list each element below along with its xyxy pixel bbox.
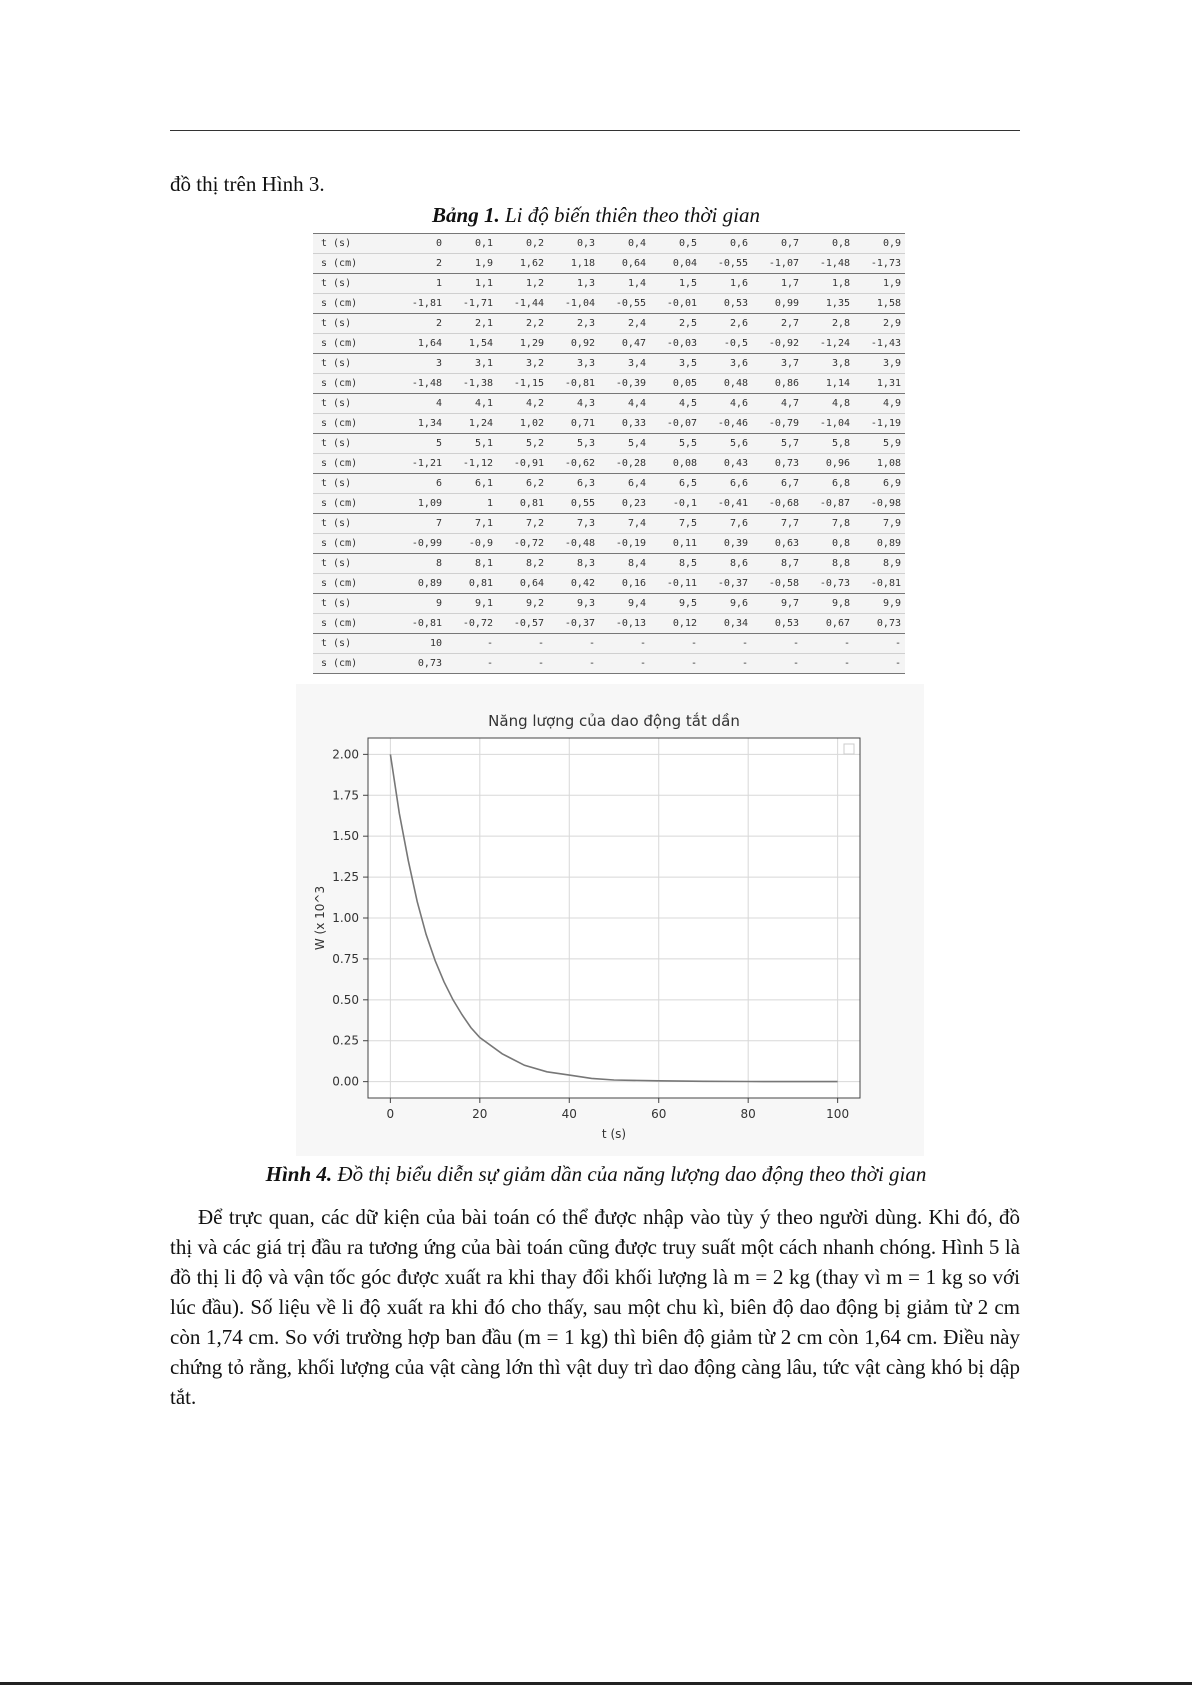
table-cell: -0,37 — [701, 574, 752, 594]
table-cell: 0,12 — [650, 614, 701, 634]
y-tick-label: 1.50 — [332, 829, 359, 844]
table-cell: 0,86 — [752, 374, 803, 394]
table-cell: 1,6 — [701, 274, 752, 294]
table-cell: 7 — [395, 514, 446, 534]
row-label: t (s) — [313, 314, 395, 334]
table-cell: 0,73 — [395, 654, 446, 674]
y-axis-label: W (x 10^3 — [313, 885, 327, 951]
x-tick-label: 100 — [826, 1107, 850, 1121]
table-cell: -1,04 — [803, 414, 854, 434]
table-cell: 0,53 — [701, 294, 752, 314]
table-cell: 5,5 — [650, 434, 701, 454]
table-cell: - — [752, 654, 803, 674]
chart-title: Năng lượng của dao động tắt dần — [488, 712, 740, 730]
table-cell: 3,5 — [650, 354, 701, 374]
table-cell: - — [548, 654, 599, 674]
table-cell: 8 — [395, 554, 446, 574]
table-cell: -0,87 — [803, 494, 854, 514]
table-cell: -0,55 — [599, 294, 650, 314]
table-cell: 0,48 — [701, 374, 752, 394]
table-cell: 2,5 — [650, 314, 701, 334]
table-cell: -1,38 — [446, 374, 497, 394]
table-cell: 1,02 — [497, 414, 548, 434]
table-cell: 0,11 — [650, 534, 701, 554]
table-cell: 0,3 — [548, 234, 599, 254]
table-cell: 1 — [395, 274, 446, 294]
table-cell: 3,7 — [752, 354, 803, 374]
table-cell: 2,2 — [497, 314, 548, 334]
table-cell: 0,73 — [854, 614, 905, 634]
table-cell: 1,9 — [446, 254, 497, 274]
table-cell: 2,9 — [854, 314, 905, 334]
table-cell: 6,5 — [650, 474, 701, 494]
table-cell: 8,3 — [548, 554, 599, 574]
displacement-row — [313, 654, 905, 674]
displacement-row — [313, 614, 905, 634]
time-row — [313, 354, 905, 374]
displacement-row — [313, 534, 905, 554]
table-cell: 6,7 — [752, 474, 803, 494]
table-cell: 1,5 — [650, 274, 701, 294]
table-cell: -1,04 — [548, 294, 599, 314]
table-cell: - — [752, 634, 803, 654]
table-cell: 6,1 — [446, 474, 497, 494]
time-row — [313, 274, 905, 294]
table-cell: 9,2 — [497, 594, 548, 614]
table-cell: 2,3 — [548, 314, 599, 334]
time-row — [313, 594, 905, 614]
time-row — [313, 474, 905, 494]
table-cell: -1,43 — [854, 334, 905, 354]
table-cell: 4,9 — [854, 394, 905, 414]
row-label: s (cm) — [313, 374, 395, 394]
header-rule — [170, 130, 1020, 131]
table-cell: -0,39 — [599, 374, 650, 394]
table-cell: -0,07 — [650, 414, 701, 434]
table-cell: 0,55 — [548, 494, 599, 514]
table-cell: 3,4 — [599, 354, 650, 374]
table-cell: 8,1 — [446, 554, 497, 574]
table-cell: -1,73 — [854, 254, 905, 274]
table-cell: -0,92 — [752, 334, 803, 354]
table-cell: 5,9 — [854, 434, 905, 454]
table-cell: 0,47 — [599, 334, 650, 354]
displacement-table — [313, 233, 905, 674]
table-cell: 4,3 — [548, 394, 599, 414]
x-tick-label: 40 — [561, 1107, 577, 1121]
y-tick-label: 0.00 — [332, 1074, 359, 1089]
table-cell: -0,46 — [701, 414, 752, 434]
table-cell: -0,01 — [650, 294, 701, 314]
table-caption-text: Li độ biến thiên theo thời gian — [499, 203, 760, 227]
table-cell: 1,08 — [854, 454, 905, 474]
table-cell: 1,4 — [599, 274, 650, 294]
table-cell: 5 — [395, 434, 446, 454]
table-cell: 3,2 — [497, 354, 548, 374]
table-cell: -0,19 — [599, 534, 650, 554]
table-caption — [0, 203, 1192, 228]
table-cell: 0,73 — [752, 454, 803, 474]
table-cell: 7,8 — [803, 514, 854, 534]
table-cell: 1,54 — [446, 334, 497, 354]
table-cell: 0,7 — [752, 234, 803, 254]
displacement-row — [313, 374, 905, 394]
displacement-row — [313, 414, 905, 434]
table-cell: 1,09 — [395, 494, 446, 514]
table-cell: 0,34 — [701, 614, 752, 634]
row-label: s (cm) — [313, 654, 395, 674]
table-cell: 5,7 — [752, 434, 803, 454]
row-label: s (cm) — [313, 414, 395, 434]
table-cell: 1 — [446, 494, 497, 514]
table-cell: 2,4 — [599, 314, 650, 334]
table-cell: 2,6 — [701, 314, 752, 334]
table-cell: 4,2 — [497, 394, 548, 414]
table-cell: 0,96 — [803, 454, 854, 474]
time-row — [313, 634, 905, 654]
table-cell: - — [446, 654, 497, 674]
row-label: s (cm) — [313, 494, 395, 514]
table-cell: 1,14 — [803, 374, 854, 394]
table-cell: 5,4 — [599, 434, 650, 454]
table-cell: 8,7 — [752, 554, 803, 574]
table-cell: 6,9 — [854, 474, 905, 494]
energy-figure — [296, 684, 924, 1156]
table-cell: -0,37 — [548, 614, 599, 634]
table-cell: 5,6 — [701, 434, 752, 454]
x-tick-label: 0 — [386, 1107, 395, 1121]
table-cell: 8,6 — [701, 554, 752, 574]
table-cell: - — [599, 654, 650, 674]
table-cell: 0,71 — [548, 414, 599, 434]
table-caption-label: Bảng 1. — [432, 203, 500, 227]
row-label: t (s) — [313, 474, 395, 494]
x-tick-label: 20 — [472, 1107, 488, 1121]
table-cell: 0,33 — [599, 414, 650, 434]
table-cell: 0,1 — [446, 234, 497, 254]
table-cell: - — [803, 654, 854, 674]
table-cell: -0,11 — [650, 574, 701, 594]
table-cell: -1,07 — [752, 254, 803, 274]
body-paragraph: Để trực quan, các dữ kiện của bài toán có thể được nhập vào tùy ý theo người dùng. Khi đó, đồ thị và các giá trị đầu ra tương ứng của bài toán cũng được truy suất một cách nhanh chóng. Hình 5 là đồ thị li độ và vận tốc góc được xuất ra khi thay đổi khối lượng là m = 2 kg (thay vì m = 1 kg so với lúc đầu). Số liệu về li độ xuất ra khi đó cho thấy, sau một chu kì, biên độ dao động bị giảm từ 2 cm còn 1,74 cm. So với trường hợp ban đầu (m = 1 kg) thì biên độ giảm từ 2 cm còn 1,64 cm. Điều này chứng tỏ rằng, khối lượng của vật càng lớn thì vật duy trì dao động càng lâu, tức vật càng khó bị dập tắt. — [170, 1205, 1020, 1409]
figure-caption-label: Hình 4. — [265, 1162, 333, 1186]
table-cell: -1,48 — [803, 254, 854, 274]
displacement-row — [313, 254, 905, 274]
table-cell: -1,81 — [395, 294, 446, 314]
displacement-row — [313, 574, 905, 594]
table-cell: 2,8 — [803, 314, 854, 334]
table-cell: 0,81 — [446, 574, 497, 594]
table-cell: 8,8 — [803, 554, 854, 574]
row-label: t (s) — [313, 394, 395, 414]
table-cell: 3,3 — [548, 354, 599, 374]
table-cell: 6,4 — [599, 474, 650, 494]
y-tick-label: 0.25 — [332, 1033, 359, 1048]
table-cell: 6,2 — [497, 474, 548, 494]
table-cell: -0,81 — [395, 614, 446, 634]
table-cell: 0,9 — [854, 234, 905, 254]
table-cell: -0,68 — [752, 494, 803, 514]
table-cell: 0,89 — [854, 534, 905, 554]
table-cell: - — [650, 654, 701, 674]
energy-chart — [296, 684, 924, 1156]
table-cell: 8,4 — [599, 554, 650, 574]
table-cell: 1,8 — [803, 274, 854, 294]
time-row — [313, 554, 905, 574]
table-cell: 3,1 — [446, 354, 497, 374]
table-cell: -1,12 — [446, 454, 497, 474]
table-cell: 6,3 — [548, 474, 599, 494]
table-cell: -0,55 — [701, 254, 752, 274]
table-cell: -0,28 — [599, 454, 650, 474]
table-cell: 0,08 — [650, 454, 701, 474]
table-cell: 0,81 — [497, 494, 548, 514]
table-cell: 7,9 — [854, 514, 905, 534]
table-cell: 6 — [395, 474, 446, 494]
row-label: s (cm) — [313, 294, 395, 314]
table-cell: -0,57 — [497, 614, 548, 634]
table-cell: -1,19 — [854, 414, 905, 434]
table-cell: 9,9 — [854, 594, 905, 614]
table-cell: 7,2 — [497, 514, 548, 534]
row-label: s (cm) — [313, 534, 395, 554]
table-cell: 8,5 — [650, 554, 701, 574]
displacement-row — [313, 334, 905, 354]
y-tick-label: 1.75 — [332, 788, 359, 803]
table-cell: 1,62 — [497, 254, 548, 274]
row-label: s (cm) — [313, 614, 395, 634]
table-cell: 4,1 — [446, 394, 497, 414]
table-cell: 4,4 — [599, 394, 650, 414]
table-cell: -0,98 — [854, 494, 905, 514]
table-cell: -1,24 — [803, 334, 854, 354]
table-cell: 1,9 — [854, 274, 905, 294]
table-cell: -0,73 — [803, 574, 854, 594]
table-cell: -1,48 — [395, 374, 446, 394]
table-cell: 1,24 — [446, 414, 497, 434]
table-cell: 8,9 — [854, 554, 905, 574]
table-cell: 9,7 — [752, 594, 803, 614]
table-cell: -0,91 — [497, 454, 548, 474]
table-cell: 1,3 — [548, 274, 599, 294]
x-tick-label: 80 — [740, 1107, 756, 1121]
table-cell: -0,72 — [497, 534, 548, 554]
table-cell: -1,15 — [497, 374, 548, 394]
table-cell: 5,3 — [548, 434, 599, 454]
table-cell: 1,35 — [803, 294, 854, 314]
table-cell: - — [854, 654, 905, 674]
displacement-row — [313, 454, 905, 474]
table-cell: -0,72 — [446, 614, 497, 634]
table-cell: 8,2 — [497, 554, 548, 574]
table-cell: 3,8 — [803, 354, 854, 374]
row-label: t (s) — [313, 554, 395, 574]
x-axis-label: t (s) — [601, 1127, 627, 1141]
table-cell: 3,9 — [854, 354, 905, 374]
table-cell: 5,8 — [803, 434, 854, 454]
table-cell: 0,05 — [650, 374, 701, 394]
table-cell: 7,5 — [650, 514, 701, 534]
row-label: t (s) — [313, 434, 395, 454]
table-cell: 7,7 — [752, 514, 803, 534]
table-cell: 1,64 — [395, 334, 446, 354]
table-cell: 1,1 — [446, 274, 497, 294]
displacement-row — [313, 494, 905, 514]
row-label: t (s) — [313, 594, 395, 614]
table-cell: -1,71 — [446, 294, 497, 314]
row-label: t (s) — [313, 634, 395, 654]
figure-caption-text: Đồ thị biểu diễn sự giảm dần của năng lượng dao động theo thời gian — [332, 1162, 927, 1186]
table-cell: -0,9 — [446, 534, 497, 554]
row-label: s (cm) — [313, 254, 395, 274]
table-cell: 10 — [395, 634, 446, 654]
table-cell: 9,5 — [650, 594, 701, 614]
row-label: t (s) — [313, 274, 395, 294]
table-cell: - — [701, 634, 752, 654]
table-cell: 0,6 — [701, 234, 752, 254]
table-cell: 9,4 — [599, 594, 650, 614]
table-cell: -0,62 — [548, 454, 599, 474]
table-cell: 4,6 — [701, 394, 752, 414]
table-cell: 7,4 — [599, 514, 650, 534]
table-cell: -1,44 — [497, 294, 548, 314]
lead-text: đồ thị trên Hình 3. — [170, 172, 325, 196]
table-cell: 0,2 — [497, 234, 548, 254]
time-row — [313, 234, 905, 254]
table-cell: 0,8 — [803, 534, 854, 554]
displacement-row — [313, 294, 905, 314]
table-cell: 9,6 — [701, 594, 752, 614]
table-cell: 0,39 — [701, 534, 752, 554]
table-cell: - — [701, 654, 752, 674]
table-cell: 1,7 — [752, 274, 803, 294]
time-row — [313, 434, 905, 454]
table-cell: 0,04 — [650, 254, 701, 274]
table-cell: 4,5 — [650, 394, 701, 414]
table-cell: -0,48 — [548, 534, 599, 554]
table-cell: 0,89 — [395, 574, 446, 594]
table-cell: 6,6 — [701, 474, 752, 494]
table-cell: -0,13 — [599, 614, 650, 634]
table-cell: 2 — [395, 254, 446, 274]
table-cell: 1,58 — [854, 294, 905, 314]
table-cell: -0,03 — [650, 334, 701, 354]
table-cell: 7,3 — [548, 514, 599, 534]
table-cell: -0,99 — [395, 534, 446, 554]
table-cell: 9,8 — [803, 594, 854, 614]
table-cell: 2 — [395, 314, 446, 334]
table-cell: 6,8 — [803, 474, 854, 494]
table-cell: -0,41 — [701, 494, 752, 514]
table-cell: 1,29 — [497, 334, 548, 354]
table-cell: 7,6 — [701, 514, 752, 534]
y-tick-label: 2.00 — [332, 747, 359, 762]
table-cell: 9,3 — [548, 594, 599, 614]
table-cell: -0,81 — [548, 374, 599, 394]
time-row — [313, 394, 905, 414]
table-cell: 4,8 — [803, 394, 854, 414]
table-cell: 0,16 — [599, 574, 650, 594]
table-cell: 5,2 — [497, 434, 548, 454]
row-label: s (cm) — [313, 574, 395, 594]
table-cell: 7,1 — [446, 514, 497, 534]
table-cell: 1,2 — [497, 274, 548, 294]
table-cell: 9 — [395, 594, 446, 614]
table-cell: -0,5 — [701, 334, 752, 354]
table-cell: 0,67 — [803, 614, 854, 634]
row-label: s (cm) — [313, 334, 395, 354]
table-cell: 2,1 — [446, 314, 497, 334]
table-cell: -1,21 — [395, 454, 446, 474]
table-cell: -0,81 — [854, 574, 905, 594]
table-cell: - — [497, 654, 548, 674]
table-cell: 0,64 — [497, 574, 548, 594]
table-cell: 4 — [395, 394, 446, 414]
y-tick-label: 1.00 — [332, 911, 359, 925]
table-cell: 1,34 — [395, 414, 446, 434]
row-label: s (cm) — [313, 454, 395, 474]
table-cell: - — [599, 634, 650, 654]
row-label: t (s) — [313, 514, 395, 534]
row-label: t (s) — [313, 234, 395, 254]
table-cell: 3 — [395, 354, 446, 374]
table-cell: -0,1 — [650, 494, 701, 514]
table-cell: -0,79 — [752, 414, 803, 434]
y-tick-label: 0.50 — [332, 992, 359, 1007]
table-cell: 5,1 — [446, 434, 497, 454]
time-row — [313, 314, 905, 334]
table-cell: 0,42 — [548, 574, 599, 594]
table-cell: - — [548, 634, 599, 654]
table-cell: 0,4 — [599, 234, 650, 254]
table-cell: 0,43 — [701, 454, 752, 474]
table-cell: 0,8 — [803, 234, 854, 254]
figure-caption — [0, 1162, 1192, 1187]
table-cell: 0,53 — [752, 614, 803, 634]
y-tick-label: 1.25 — [332, 870, 359, 885]
x-tick-label: 60 — [651, 1107, 667, 1121]
time-row — [313, 514, 905, 534]
table-cell: - — [650, 634, 701, 654]
table-cell: 0,92 — [548, 334, 599, 354]
table-cell: 1,18 — [548, 254, 599, 274]
table-cell: 0,23 — [599, 494, 650, 514]
table-cell: 3,6 — [701, 354, 752, 374]
table-cell: -0,58 — [752, 574, 803, 594]
table-cell: 0,63 — [752, 534, 803, 554]
legend-box — [844, 744, 854, 754]
table-cell: 0 — [395, 234, 446, 254]
table-cell: 0,99 — [752, 294, 803, 314]
table-cell: 0,64 — [599, 254, 650, 274]
table-cell: - — [446, 634, 497, 654]
table-cell: 1,31 — [854, 374, 905, 394]
table-cell: - — [497, 634, 548, 654]
y-tick-label: 0.75 — [332, 951, 359, 966]
row-label: t (s) — [313, 354, 395, 374]
table-cell: 0,5 — [650, 234, 701, 254]
table-cell: - — [803, 634, 854, 654]
table-cell: - — [854, 634, 905, 654]
table-cell: 2,7 — [752, 314, 803, 334]
table-cell: 9,1 — [446, 594, 497, 614]
table-cell: 4,7 — [752, 394, 803, 414]
